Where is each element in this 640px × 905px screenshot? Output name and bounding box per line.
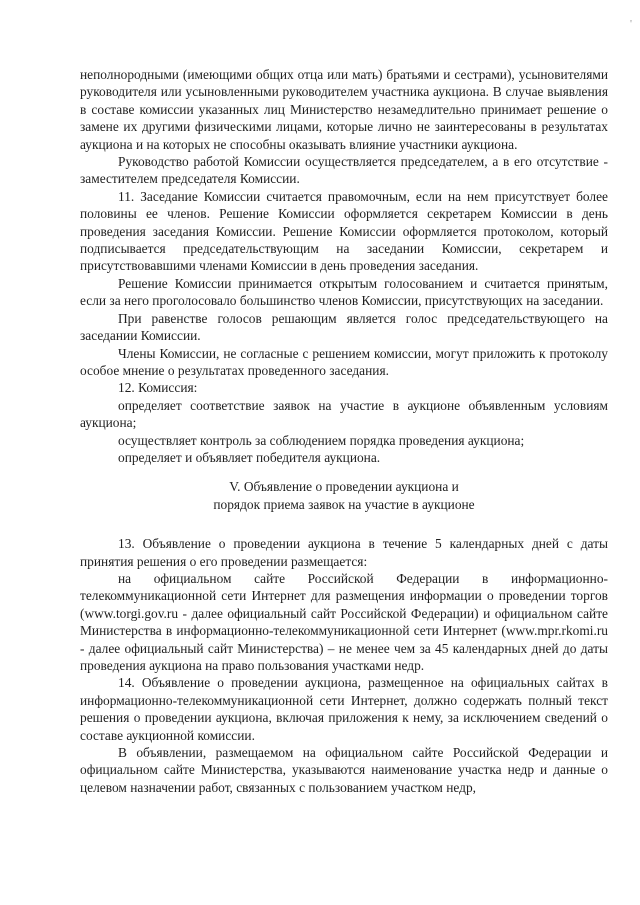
- paragraph: 12. Комиссия:: [118, 380, 198, 396]
- paragraph: В объявлении, размещаемом на официальном сайте Российской Федерации и официальном сайте Министерства, указываются наименование участка недр и данные о целевом назначении работ, связанных с пользованием участком недр,: [80, 745, 608, 795]
- corner-mark: ': [630, 18, 632, 30]
- section-heading-line1: V. Объявление о проведении аукциона и: [229, 479, 459, 495]
- paragraph: определяет и объявляет победителя аукциона.: [118, 449, 381, 465]
- paragraph: 14. Объявление о проведении аукциона, размещенное на официальных сайтах в информационно-телекоммуникационной сети Интернет, должно содержать полный текст решения о проведении аукциона, включая приложения к нему, за исключением сведений о составе аукционной комиссии.: [80, 675, 608, 743]
- paragraph: Руководство работой Комиссии осуществляется председателем, а в его отсутствие - заместителем председателя Комиссии.: [80, 154, 608, 187]
- document-body: [80, 66, 608, 796]
- paragraph: 13. Объявление о проведении аукциона в течение 5 календарных дней с даты принятия решения о его проведении размещается:: [80, 536, 608, 569]
- section-heading-line2: порядок приема заявок на участие в аукционе: [213, 496, 475, 512]
- paragraph: Члены Комиссии, не согласные с решением комиссии, могут приложить к протоколу особое мнение о результатах проведенного заседания.: [80, 345, 608, 378]
- paragraph: Решение Комиссии принимается открытым голосованием и считается принятым, если за него проголосовало большинство членов Комиссии, присутствующих на заседании.: [80, 275, 608, 309]
- paragraph: неполнородными (имеющими общих отца или мать) братьями и сестрами), усыновителями руководителя или усыновленными руководителем участника аукциона. В случае выявления в составе комиссии указанных лиц Министерство незамедлительно принимает решение о замене их другими физическими лицами, которые лично не заинтересованы в результатах аукциона и на которых не способны оказывать влияние участники аукциона.: [80, 67, 608, 152]
- paragraph: на официальном сайте Российской Федерации в информационно-телекоммуникационной сети Интернет для размещения информации о проведении торгов (www.torgi.gov.ru - далее официальный сайт Российской Федерации) и официальном сайте Министерства в информационно-телекоммуникационной сети Интернет (www.mpr.rkomi.ru - далее официальный сайт Министерства) – не менее чем за 45 календарных дней до даты проведения аукциона на право пользования участками недр.: [80, 570, 608, 673]
- paragraph: При равенстве голосов решающим является голос председательствующего на заседании Комиссии.: [80, 310, 608, 344]
- paragraph: осуществляет контроль за соблюдением порядка проведения аукциона;: [118, 432, 525, 448]
- paragraph: 11. Заседание Комиссии считается правомочным, если на нем присутствует более половины ее членов. Решение Комиссии оформляется секретарем Комиссии в день проведения заседания Комиссии. Решение Комиссии оформляется протоколом, который подписывается председательствующим на заседании Комиссии, секретарем и присутствовавшими членами Комиссии в день проведения заседания.: [80, 188, 608, 274]
- paragraph: определяет соответствие заявок на участие в аукционе объявленным условиям аукциона;: [80, 397, 608, 431]
